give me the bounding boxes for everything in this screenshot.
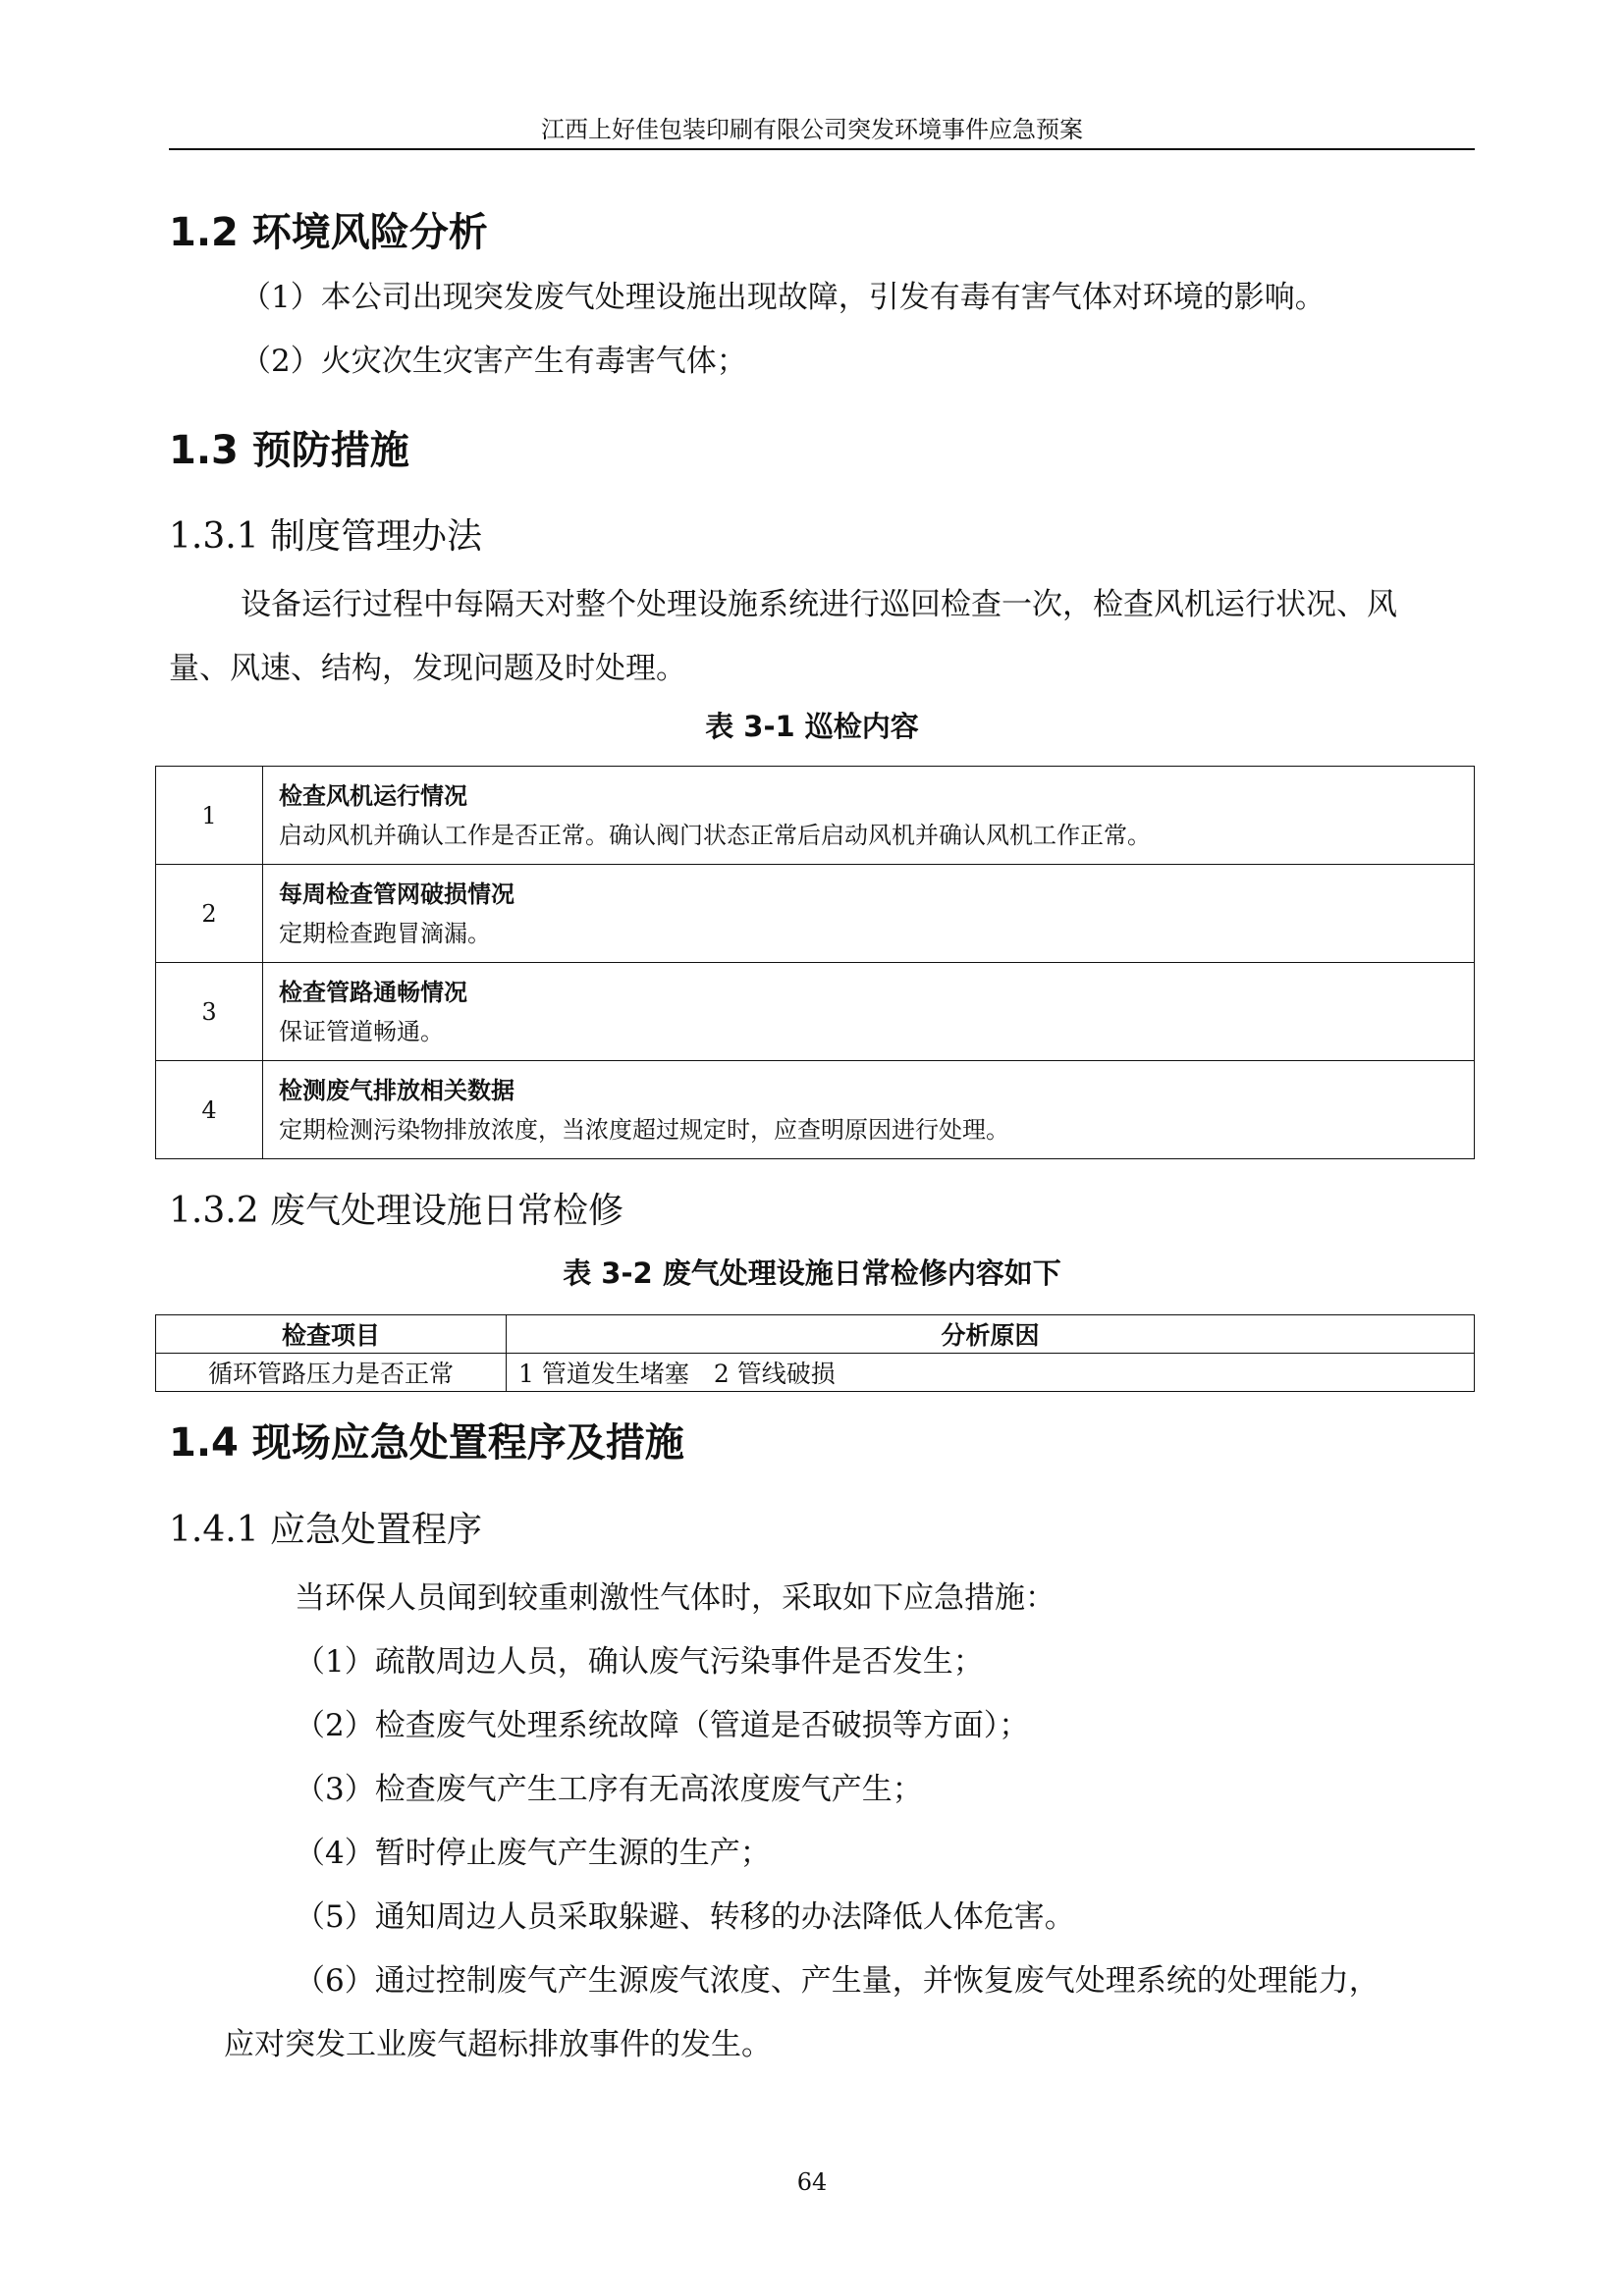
maintenance-table <box>155 1314 1475 1392</box>
row-number: 2 <box>156 865 263 963</box>
list-item: （4）暂时停止废气产生源的生产； <box>295 1836 771 1871</box>
inspection-table <box>155 766 1475 1159</box>
table-3-1-caption: 表 3-1 巡检内容 <box>705 710 919 743</box>
header-divider <box>169 148 1475 150</box>
list-item: （5）通知周边人员采取躲避、转移的办法降低人体危害。 <box>295 1899 1075 1935</box>
row-number: 4 <box>156 1061 263 1159</box>
document-header-title: 江西上好佳包装印刷有限公司突发环境事件应急预案 <box>541 116 1083 143</box>
paragraph: （2）火灾次生灾害产生有毒害气体； <box>241 344 747 379</box>
row-content <box>263 865 1475 963</box>
subsection-1-4-1-heading: 1.4.1 应急处置程序 <box>169 1510 483 1550</box>
table-row <box>156 963 1475 1061</box>
row-content <box>263 963 1475 1061</box>
item-title: 检查风机运行情况 <box>279 781 467 810</box>
paragraph: 量、风速、结构，发现问题及时处理。 <box>169 651 686 686</box>
paragraph: 当环保人员闻到较重刺激性气体时，采取如下应急措施： <box>295 1580 1056 1616</box>
column-header: 分析原因 <box>507 1315 1475 1354</box>
list-item-continuation: 应对突发工业废气超标排放事件的发生。 <box>224 2027 772 2062</box>
table-cell: 循环管路压力是否正常 <box>156 1354 507 1392</box>
item-title: 检查管路通畅情况 <box>279 978 467 1006</box>
table-row <box>156 767 1475 865</box>
table-row <box>156 1354 1475 1392</box>
paragraph: （1）本公司出现突发废气处理设施出现故障，引发有毒有害气体对环境的影响。 <box>241 280 1326 315</box>
row-content <box>263 767 1475 865</box>
item-description: 启动风机并确认工作是否正常。确认阀门状态正常后启动风机并确认风机工作正常。 <box>279 821 1151 849</box>
section-1-3-heading: 1.3 预防措施 <box>169 428 409 473</box>
table-row <box>156 1061 1475 1159</box>
row-number: 1 <box>156 767 263 865</box>
paragraph: 设备运行过程中每隔天对整个处理设施系统进行巡回检查一次，检查风机运行状况、风 <box>241 587 1397 622</box>
row-number: 3 <box>156 963 263 1061</box>
page-number: 64 <box>796 2168 828 2196</box>
table-3-2-caption: 表 3-2 废气处理设施日常检修内容如下 <box>563 1256 1061 1290</box>
item-description: 保证管道畅通。 <box>279 1017 444 1045</box>
section-1-4-heading: 1.4 现场应急处置程序及措施 <box>169 1420 684 1466</box>
item-title: 每周检查管网破损情况 <box>279 880 514 908</box>
table-row <box>156 865 1475 963</box>
subsection-1-3-2-heading: 1.3.2 废气处理设施日常检修 <box>169 1191 624 1231</box>
subsection-1-3-1-heading: 1.3.1 制度管理办法 <box>169 516 483 557</box>
column-header: 检查项目 <box>156 1315 507 1354</box>
table-cell: 1 管道发生堵塞 2 管线破损 <box>507 1354 1475 1392</box>
item-description: 定期检测污染物排放浓度，当浓度超过规定时，应查明原因进行处理。 <box>279 1115 1009 1144</box>
list-item: （6）通过控制废气产生源废气浓度、产生量，并恢复废气处理系统的处理能力， <box>295 1963 1380 1999</box>
item-title: 检测废气排放相关数据 <box>279 1076 514 1104</box>
list-item: （3）检查废气产生工序有无高浓度废气产生； <box>295 1772 923 1807</box>
row-content <box>263 1061 1475 1159</box>
section-1-2-heading: 1.2 环境风险分析 <box>169 210 488 255</box>
list-item: （2）检查废气处理系统故障（管道是否破损等方面）； <box>295 1708 1030 1743</box>
list-item: （1）疏散周边人员，确认废气污染事件是否发生； <box>295 1644 984 1680</box>
table-header-row <box>156 1315 1475 1354</box>
item-description: 定期检查跑冒滴漏。 <box>279 919 491 947</box>
